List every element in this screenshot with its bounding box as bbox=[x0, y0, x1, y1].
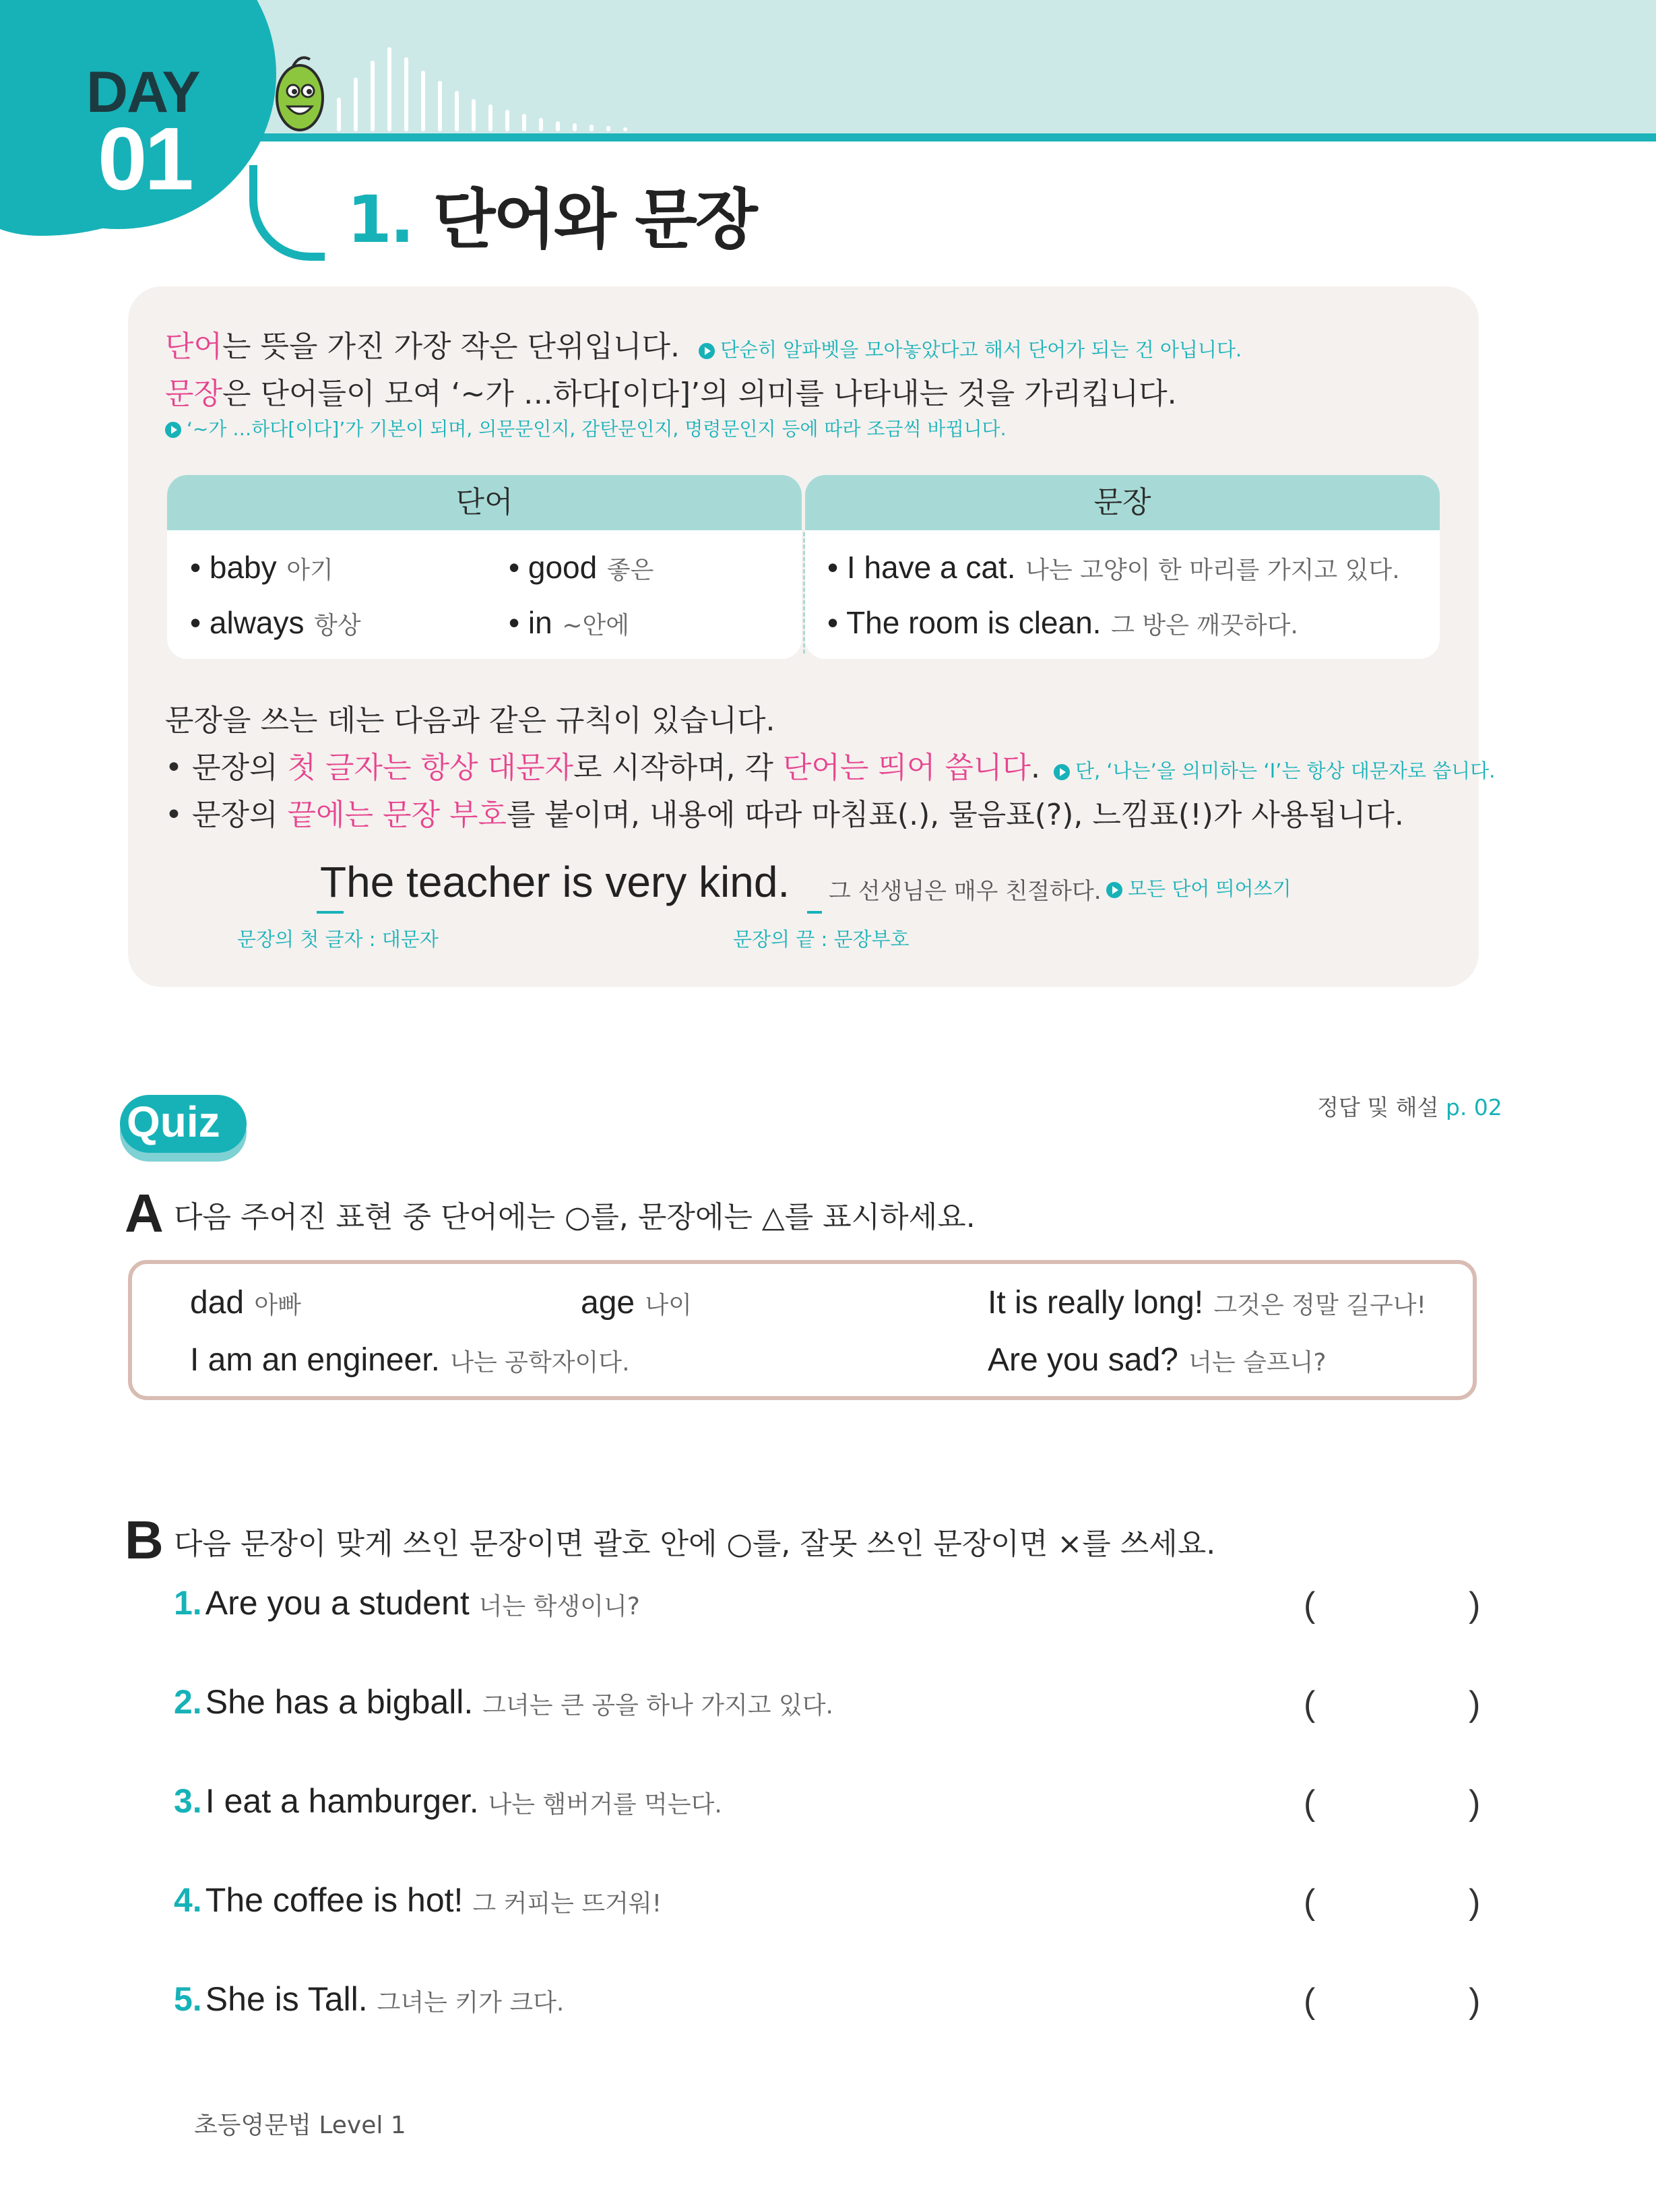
example-translation: 그 선생님은 매우 친절하다. bbox=[829, 878, 1102, 905]
first-letter-marker bbox=[317, 911, 344, 914]
play-icon bbox=[1054, 764, 1070, 780]
table-divider bbox=[803, 532, 805, 654]
answer-paren-open: ( bbox=[1304, 1783, 1316, 1823]
quiz-b-item: 3. I eat a hamburger. 나는 햄버거를 먹는다. bbox=[174, 1782, 722, 1820]
quiz-badge-text: Quiz bbox=[127, 1098, 220, 1146]
end-mark-marker bbox=[807, 911, 822, 914]
quiz-b-item: 4. The coffee is hot! 그 커피는 뜨거워! bbox=[174, 1881, 662, 1919]
sentence-item: • The room is clean. 그 방은 깨끗하다. bbox=[827, 605, 1298, 640]
answer-paren-close: ) bbox=[1469, 1783, 1481, 1823]
quiz-b-sentence: I eat a hamburger. 나는 햄버거를 먹는다. bbox=[205, 1782, 722, 1820]
concept-line-2 bbox=[165, 369, 1177, 412]
answer-paren-open: ( bbox=[1304, 1684, 1316, 1724]
rule-1: • 문장의 첫 글자는 항상 대문자로 시작하며, 각 단어는 띄어 씁니다. 단, ‘나는’을 의미하는 ‘I’는 항상 대문자로 씁니다. bbox=[165, 751, 1496, 785]
day-label: DAY bbox=[86, 60, 199, 125]
term-sentence: 문장 bbox=[165, 377, 223, 411]
concept-note-1 bbox=[699, 338, 1242, 361]
play-icon bbox=[699, 343, 715, 359]
rule-2: • 문장의 끝에는 문장 부호를 붙이며, 내용에 따라 마침표(.), 물음표(?), 느낌표(!)가 사용됩니다. bbox=[165, 798, 1404, 832]
label-end-mark: 문장의 끝 : 문장부호 bbox=[733, 928, 910, 951]
quiz-b-item: 1. Are you a student 너는 학생이니? bbox=[174, 1584, 640, 1622]
word-item: • always 항상 bbox=[190, 605, 361, 640]
rule-intro: 문장을 쓰는 데는 다음과 같은 규칙이 있습니다. bbox=[165, 703, 775, 738]
title-number: 1. bbox=[347, 182, 413, 257]
quiz-b-item: 2. She has a bigball. 그녀는 큰 공을 하나 가지고 있다. bbox=[174, 1683, 833, 1721]
sentence-table-header: 문장 bbox=[805, 475, 1440, 530]
page-footer: 초등영문법 Level 1 bbox=[194, 2112, 406, 2139]
quiz-b-sentence: The coffee is hot! 그 커피는 뜨거워! bbox=[205, 1881, 662, 1919]
concept-note-2-text: ‘~가 …하다[이다]’가 기본이 되며, 의문문인지, 감탄문인지, 명령문인지 등에 따라 조금씩 바뀝니다. bbox=[187, 418, 1007, 440]
title-hook bbox=[249, 165, 325, 261]
quiz-a-item: dad 아빠 bbox=[190, 1285, 301, 1321]
concept-line-2-text: 은 단어들이 모여 ‘~가 …하다[이다]’의 의미를 나타내는 것을 가리킵니다. bbox=[222, 377, 1177, 411]
quiz-a-item: It is really long! 그것은 정말 길구나! bbox=[988, 1285, 1426, 1321]
word-item: • in ~안에 bbox=[509, 605, 630, 640]
play-icon bbox=[165, 422, 181, 438]
concept-note-2 bbox=[165, 414, 1007, 441]
example-note: 모든 단어 띄어쓰기 bbox=[1106, 874, 1292, 902]
quiz-a-item: age 나이 bbox=[581, 1285, 692, 1321]
section-a-question: 다음 주어진 표현 중 단어에는 ○를, 문장에는 △를 표시하세요. bbox=[174, 1200, 976, 1234]
answer-paren-open: ( bbox=[1304, 1585, 1316, 1624]
section-a-box bbox=[128, 1260, 1477, 1400]
example-sentence: The teacher is very kind. bbox=[320, 858, 790, 906]
answer-paren-close: ) bbox=[1469, 1982, 1481, 2021]
concept-note-1-text: 단순히 알파벳을 모아놓았다고 해서 단어가 되는 건 아닙니다. bbox=[720, 338, 1242, 361]
day-number: 01 bbox=[98, 109, 191, 208]
section-b-question: 다음 문장이 맞게 쓰인 문장이면 괄호 안에 ○를, 잘못 쓰인 문장이면 ×를 쓰세요. bbox=[174, 1527, 1216, 1561]
word-table-header: 단어 bbox=[167, 475, 802, 530]
play-icon bbox=[1106, 882, 1122, 898]
concept-line-1 bbox=[165, 322, 1242, 365]
concept-line-1-text: 는 뜻을 가진 가장 작은 단위입니다. bbox=[222, 329, 680, 364]
quiz-b-sentence: She has a bigball. 그녀는 큰 공을 하나 가지고 있다. bbox=[205, 1683, 833, 1721]
sound-bars bbox=[330, 40, 654, 131]
word-item: • good 좋은 bbox=[509, 550, 654, 585]
quiz-a-item: Are you sad? 너는 슬프니? bbox=[988, 1342, 1327, 1378]
sentence-item: • I have a cat. 나는 고양이 한 마리를 가지고 있다. bbox=[827, 550, 1400, 585]
word-item: • baby 아기 bbox=[190, 550, 333, 585]
answer-paren-close: ) bbox=[1469, 1883, 1481, 1922]
quiz-b-sentence: Are you a student 너는 학생이니? bbox=[205, 1584, 640, 1622]
answer-paren-close: ) bbox=[1469, 1585, 1481, 1624]
term-word: 단어 bbox=[165, 329, 223, 364]
answer-paren-close: ) bbox=[1469, 1684, 1481, 1724]
rule-1-note: 단, ‘나는’을 의미하는 ‘I’는 항상 대문자로 씁니다. bbox=[1054, 759, 1495, 782]
page-title bbox=[347, 168, 756, 261]
title-text: 단어와 문장 bbox=[433, 182, 756, 257]
answer-reference: 정답 및 해설 p. 02 bbox=[1317, 1094, 1502, 1120]
answer-paren-open: ( bbox=[1304, 1883, 1316, 1922]
section-b-letter: B bbox=[125, 1510, 164, 1570]
quiz-b-sentence: She is Tall. 그녀는 키가 크다. bbox=[205, 1980, 565, 2018]
quiz-b-item: 5. She is Tall. 그녀는 키가 크다. bbox=[174, 1980, 565, 2018]
label-first-letter: 문장의 첫 글자 : 대문자 bbox=[237, 928, 439, 951]
quiz-a-item: I am an engineer. 나는 공학자이다. bbox=[190, 1342, 630, 1378]
mascot-icon bbox=[273, 54, 327, 135]
answer-paren-open: ( bbox=[1304, 1982, 1316, 2021]
section-a-letter: A bbox=[125, 1183, 164, 1243]
